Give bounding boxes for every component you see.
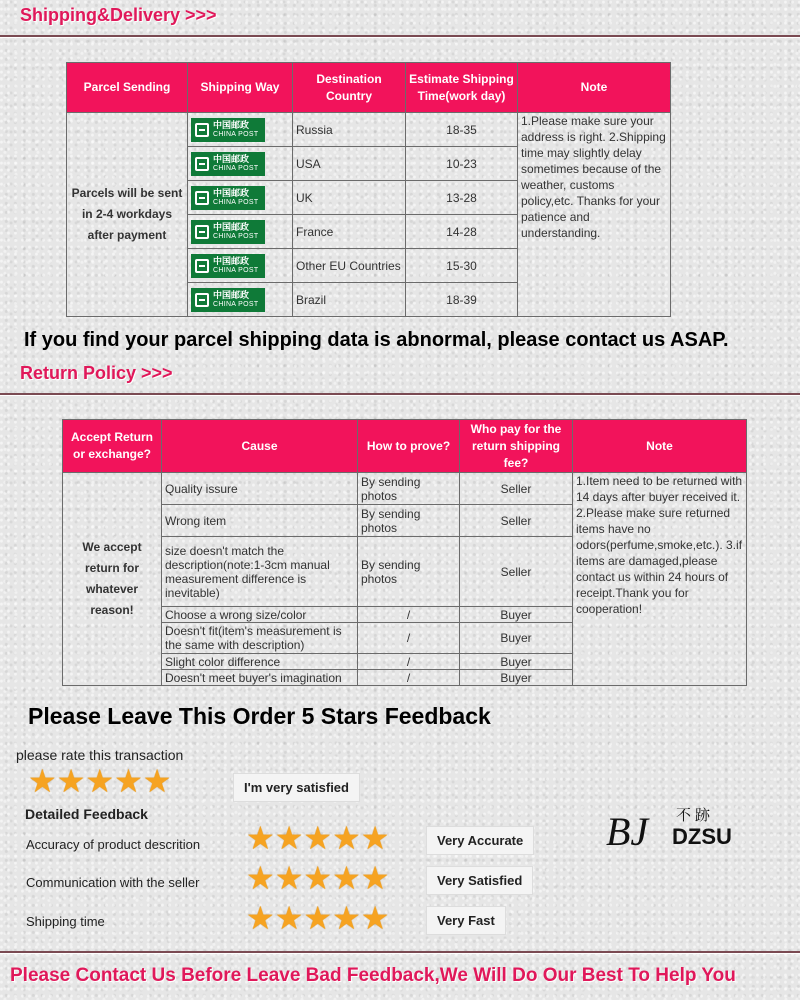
country-cell: UK	[293, 181, 406, 215]
china-post-logo: 中国邮政 CHINA POST	[191, 152, 265, 176]
table-row	[67, 113, 671, 147]
parcel-sending-info: Parcels will be sent in 2-4 workdays after payment	[67, 113, 188, 317]
china-post-logo: 中国邮政 CHINA POST	[191, 254, 265, 278]
cause-cell: Wrong item	[162, 505, 358, 537]
star-icon[interactable]: ★	[114, 763, 143, 799]
header-note: Note	[518, 63, 671, 113]
carrier-cell	[188, 283, 293, 317]
china-post-logo: 中国邮政 CHINA POST	[191, 220, 265, 244]
shipping-time-label: Shipping time	[26, 914, 105, 929]
header-who-pays: Who pay for the return shipping fee?	[460, 420, 573, 473]
post-horn-icon	[195, 157, 209, 171]
star-icon[interactable]: ★	[85, 763, 115, 799]
star-icon[interactable]: ★	[303, 860, 333, 896]
post-horn-icon	[195, 259, 209, 273]
header-how-to-prove: How to prove?	[358, 420, 460, 473]
prove-cell: By sending photos	[358, 473, 460, 505]
detailed-feedback-title: Detailed Feedback	[25, 806, 148, 822]
post-horn-icon	[195, 123, 209, 137]
star-icon[interactable]: ★	[332, 820, 361, 856]
shipping-note: 1.Please make sure your address is right. 2.Shipping time may slightly delay sometimes because of the weather, customs policy,etc. Thanks for your patience and understanding.	[518, 113, 671, 317]
prove-cell: /	[358, 607, 460, 623]
communication-star-rating[interactable]	[246, 862, 389, 894]
payer-cell: Buyer	[460, 654, 573, 670]
brand-logo-cn: 不跡	[676, 806, 715, 824]
star-icon[interactable]: ★	[274, 900, 304, 936]
payer-cell: Buyer	[460, 607, 573, 623]
brand-logo-name: DZSU	[672, 824, 732, 849]
post-horn-icon	[195, 293, 209, 307]
brand-logo-initials: BJ	[606, 809, 649, 854]
table-row	[63, 473, 747, 505]
communication-verdict: Very Satisfied	[427, 867, 532, 894]
star-icon[interactable]: ★	[246, 900, 275, 936]
header-estimate-time: Estimate Shipping Time(work day)	[406, 63, 518, 113]
star-icon[interactable]: ★	[56, 763, 86, 799]
header-cause: Cause	[162, 420, 358, 473]
header-destination: Destination Country	[293, 63, 406, 113]
prove-cell: /	[358, 623, 460, 654]
star-icon[interactable]: ★	[274, 820, 304, 856]
carrier-cell	[188, 147, 293, 181]
post-horn-icon	[195, 191, 209, 205]
star-icon[interactable]: ★	[274, 860, 304, 896]
star-icon[interactable]: ★	[360, 820, 390, 856]
prove-cell: By sending photos	[358, 505, 460, 537]
header-parcel-sending: Parcel Sending	[67, 63, 188, 113]
star-icon[interactable]: ★	[360, 900, 390, 936]
payer-cell: Seller	[460, 537, 573, 607]
country-cell: Brazil	[293, 283, 406, 317]
shipping-time-verdict: Very Fast	[427, 907, 505, 934]
payer-cell: Buyer	[460, 670, 573, 686]
abnormal-shipping-notice: If you find your parcel shipping data is abnormal, please contact us ASAP.	[24, 329, 729, 351]
overall-star-rating[interactable]	[28, 765, 171, 797]
carrier-cell	[188, 215, 293, 249]
china-post-logo: 中国邮政 CHINA POST	[191, 118, 265, 142]
star-icon[interactable]: ★	[303, 900, 333, 936]
cause-cell: Slight color difference	[162, 654, 358, 670]
shipping-section-title: Shipping&Delivery >>>	[20, 5, 217, 25]
time-cell: 18-35	[406, 113, 518, 147]
prove-cell: By sending photos	[358, 537, 460, 607]
header-shipping-way: Shipping Way	[188, 63, 293, 113]
divider	[0, 393, 800, 395]
star-icon[interactable]: ★	[28, 763, 57, 799]
prove-cell: /	[358, 654, 460, 670]
cause-cell: Quality issure	[162, 473, 358, 505]
time-cell: 13-28	[406, 181, 518, 215]
country-cell: Other EU Countries	[293, 249, 406, 283]
country-cell: USA	[293, 147, 406, 181]
star-icon[interactable]: ★	[246, 860, 275, 896]
prove-cell: /	[358, 670, 460, 686]
time-cell: 14-28	[406, 215, 518, 249]
star-icon[interactable]: ★	[142, 763, 172, 799]
header-note: Note	[573, 420, 747, 473]
star-icon[interactable]: ★	[303, 820, 333, 856]
accuracy-star-rating[interactable]	[246, 822, 389, 854]
cause-cell: Doesn't fit(item's measurement is the same with description)	[162, 623, 358, 654]
return-section-title: Return Policy >>>	[20, 363, 173, 383]
overall-satisfaction-label: I'm very satisfied	[234, 774, 359, 801]
rate-prompt: please rate this transaction	[16, 747, 184, 763]
time-cell: 15-30	[406, 249, 518, 283]
star-icon[interactable]: ★	[246, 820, 275, 856]
time-cell: 10-23	[406, 147, 518, 181]
divider	[0, 35, 800, 37]
payer-cell: Seller	[460, 505, 573, 537]
shipping-table	[66, 62, 671, 317]
china-post-logo: 中国邮政 CHINA POST	[191, 186, 265, 210]
star-icon[interactable]: ★	[332, 860, 361, 896]
divider	[0, 951, 800, 953]
post-horn-icon	[195, 225, 209, 239]
feedback-title: Please Leave This Order 5 Stars Feedback	[28, 703, 491, 729]
accept-return-info: We accept return for whatever reason!	[63, 473, 162, 686]
star-icon[interactable]: ★	[332, 900, 361, 936]
cause-cell: size doesn't match the description(note:1-3cm manual measurement difference is inevitable)	[162, 537, 358, 607]
footer-contact-notice: Please Contact Us Before Leave Bad Feedback,We Will Do Our Best To Help You	[10, 965, 736, 986]
return-table	[62, 419, 747, 686]
communication-label: Communication with the seller	[26, 875, 200, 890]
carrier-cell	[188, 181, 293, 215]
carrier-cell	[188, 113, 293, 147]
accuracy-label: Accuracy of product descrition	[26, 837, 201, 852]
return-note: 1.Item need to be returned with 14 days after buyer received it. 2.Please make sure returned items have no odors(perfume,smoke,etc.). 3.if items are damaged,please contact us within 24 hours of receipt.Thank you for cooperation!	[573, 473, 747, 686]
payer-cell: Seller	[460, 473, 573, 505]
star-icon[interactable]: ★	[360, 860, 390, 896]
carrier-cell	[188, 249, 293, 283]
cause-cell: Doesn't meet buyer's imagination	[162, 670, 358, 686]
accuracy-verdict: Very Accurate	[427, 827, 533, 854]
shipping-time-star-rating[interactable]	[246, 902, 389, 934]
header-accept-return: Accept Return or exchange?	[63, 420, 162, 473]
country-cell: France	[293, 215, 406, 249]
brand-logo	[606, 808, 746, 858]
china-post-logo: 中国邮政 CHINA POST	[191, 288, 265, 312]
payer-cell: Buyer	[460, 623, 573, 654]
cause-cell: Choose a wrong size/color	[162, 607, 358, 623]
country-cell: Russia	[293, 113, 406, 147]
time-cell: 18-39	[406, 283, 518, 317]
